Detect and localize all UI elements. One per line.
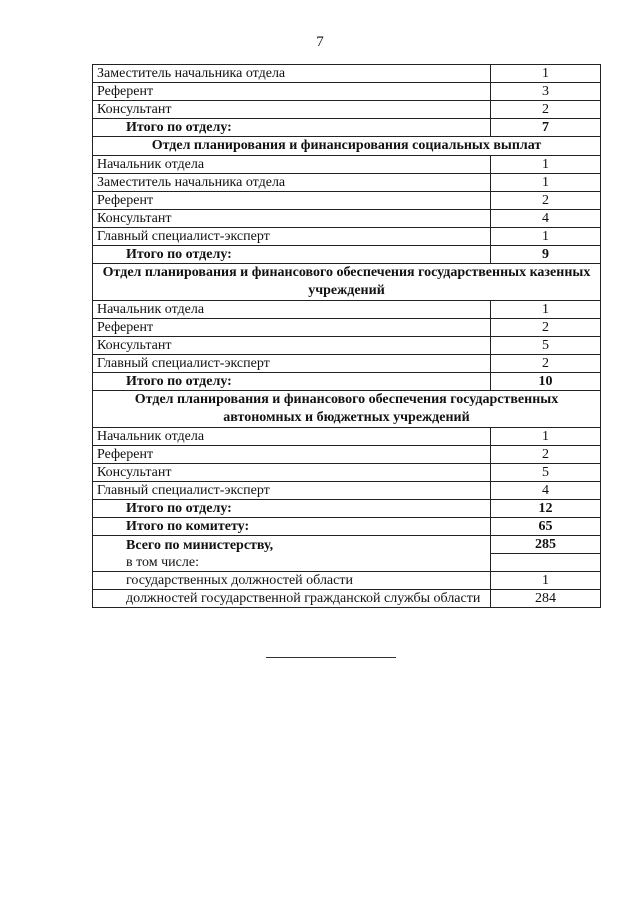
position-count: 2 (491, 192, 601, 210)
ministry-total-count-cell (491, 536, 601, 572)
department-heading-row (93, 137, 601, 156)
table-row (93, 482, 601, 500)
table-row (93, 65, 601, 83)
table-row (93, 101, 601, 119)
department-total-row (93, 373, 601, 391)
position-count: 1 (491, 228, 601, 246)
position-count: 3 (491, 83, 601, 101)
position-label: Референт (93, 319, 491, 337)
department-total-label: Итого по отделу: (93, 119, 491, 137)
department-total-label: Итого по отделу: (93, 246, 491, 264)
department-total-count: 7 (491, 119, 601, 137)
ministry-total-sublabel: в том числе: (126, 554, 199, 570)
position-label: Консультант (93, 210, 491, 228)
position-count: 1 (491, 156, 601, 174)
position-label: Начальник отдела (93, 428, 491, 446)
table-row (93, 355, 601, 373)
department-heading-row (93, 391, 601, 428)
position-count: 2 (491, 355, 601, 373)
position-count: 4 (491, 210, 601, 228)
position-label: Главный специалист-эксперт (93, 355, 491, 373)
position-count: 1 (491, 174, 601, 192)
position-count: 2 (491, 319, 601, 337)
department-total-row (93, 500, 601, 518)
page-number: 7 (316, 34, 324, 50)
position-label: Заместитель начальника отдела (93, 65, 491, 83)
position-count: 1 (491, 65, 601, 83)
table-row (93, 228, 601, 246)
table-row (93, 301, 601, 319)
department-total-label: Итого по отделу: (93, 500, 491, 518)
department-total-row (93, 246, 601, 264)
table-row (93, 83, 601, 101)
department-heading: Отдел планирования и финансового обеспечения государственных автономных и бюджетных учреждений (93, 391, 601, 428)
position-label: Консультант (93, 464, 491, 482)
position-count: 1 (491, 301, 601, 319)
ministry-total-count: 285 (491, 536, 600, 554)
table-row (93, 174, 601, 192)
staff-table (92, 64, 601, 608)
table-row (93, 590, 601, 608)
footer-divider (266, 657, 396, 658)
ministry-total-cell (93, 536, 491, 572)
ministry-total-label: Всего по министерству, (126, 537, 274, 553)
department-total-count: 9 (491, 246, 601, 264)
breakdown-label: должностей государственной гражданской службы области (93, 590, 491, 608)
breakdown-count: 284 (491, 590, 601, 608)
department-heading: Отдел планирования и финансового обеспечения государственных казенных учреждений (93, 264, 601, 301)
position-count: 2 (491, 101, 601, 119)
breakdown-label: государственных должностей области (93, 572, 491, 590)
position-count: 4 (491, 482, 601, 500)
position-label: Главный специалист-эксперт (93, 228, 491, 246)
department-total-label: Итого по отделу: (93, 373, 491, 391)
position-label: Консультант (93, 101, 491, 119)
position-label: Консультант (93, 337, 491, 355)
position-label: Референт (93, 83, 491, 101)
table-row (93, 192, 601, 210)
table-row (93, 337, 601, 355)
committee-total-count: 65 (491, 518, 601, 536)
table-row (93, 319, 601, 337)
table-row (93, 428, 601, 446)
position-count: 1 (491, 428, 601, 446)
department-heading: Отдел планирования и финансирования социальных выплат (93, 137, 601, 156)
table-row (93, 572, 601, 590)
breakdown-count: 1 (491, 572, 601, 590)
position-count: 5 (491, 337, 601, 355)
position-count: 5 (491, 464, 601, 482)
table-row (93, 464, 601, 482)
department-heading-row (93, 264, 601, 301)
department-total-count: 10 (491, 373, 601, 391)
position-label: Референт (93, 446, 491, 464)
position-label: Заместитель начальника отдела (93, 174, 491, 192)
committee-total-label: Итого по комитету: (93, 518, 491, 536)
position-label: Начальник отдела (93, 301, 491, 319)
department-total-count: 12 (491, 500, 601, 518)
department-total-row (93, 119, 601, 137)
table-row (93, 156, 601, 174)
ministry-total-row (93, 536, 601, 572)
table-row (93, 210, 601, 228)
position-label: Начальник отдела (93, 156, 491, 174)
table-row (93, 446, 601, 464)
position-label: Главный специалист-эксперт (93, 482, 491, 500)
position-count: 2 (491, 446, 601, 464)
ministry-total-blank (491, 554, 600, 571)
committee-total-row (93, 518, 601, 536)
position-label: Референт (93, 192, 491, 210)
